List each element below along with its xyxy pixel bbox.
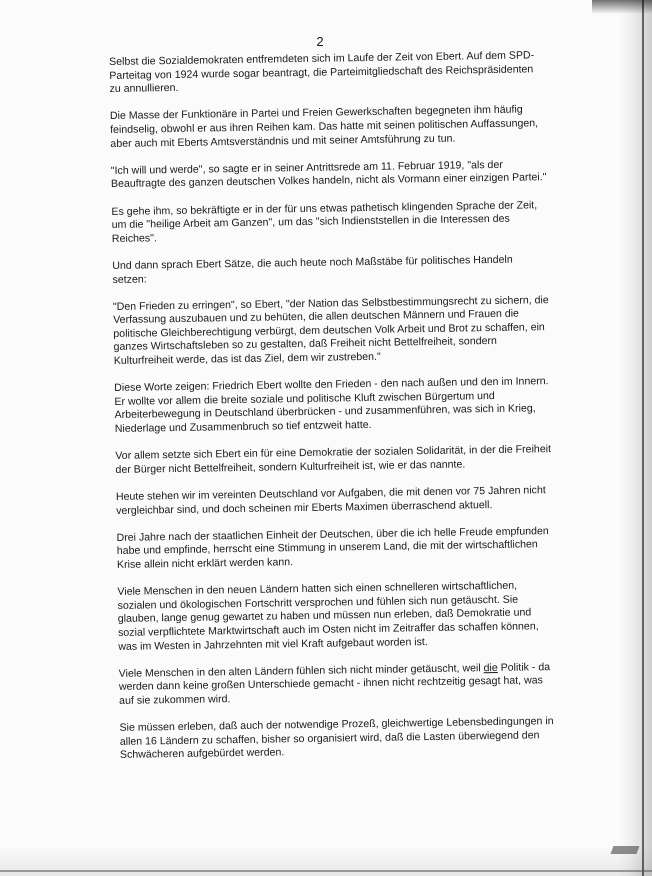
scan-edge-line <box>642 0 644 876</box>
paragraph-last: Sie müssen erleben, daß auch der notwendige Prozeß, gleichwertige Lebensbedingungen in allen 16 Ländern zu schaffen, bisher so organisiert wird, daß die Lasten überwiegend den Schwächeren aufgebürdet werden. <box>119 715 554 762</box>
scan-bottom-corner-mark <box>611 846 640 854</box>
document-body <box>109 49 556 776</box>
paragraph: "Ich will und werde", so sagte er in seiner Antrittsrede am 11. Februar 1919, "als der Beauftragte des ganzen deutschen Volkes handeln, nicht als Vormann einer einzigen Partei." <box>110 158 547 191</box>
scan-bottom-line <box>0 870 652 872</box>
paragraph: Die Masse der Funktionäre in Partei und Freien Gewerkschaften begegneten ihm häufig feindselig, obwohl er aus ihren Reihen kam. Das hatte mit seinen politischen Auffassungen, aber auch mit Eberts Amtsverständnis und mit seiner Amtsführung zu tun. <box>109 103 539 150</box>
paragraph: Es gehe ihm, so bekräftigte er in der für uns etwas pathetisch klingenden Sprache der Zeit, um die "heilige Arbeit am Ganzen", um das "sich Indienststellen in die Interessen des Reiches". <box>111 198 538 245</box>
paragraph: Und dann sprach Ebert Sätze, die auch heute noch Maßstäbe für politisches Handeln setzen: <box>112 253 513 286</box>
paragraph: Vor allem setzte sich Ebert ein für eine Demokratie der sozialen Solidarität, in der die Freiheit der Bürger nicht Bettelfreiheit, sondern Kulturfreiheit ist, wie er das nannte. <box>115 443 552 476</box>
paragraph: "Den Frieden zu erringen", so Ebert, "der Nation das Selbstbestimmungsrecht zu sichern, die Verfassung auszubauen und zu behüten, die allen deutschen Männern und Frauen die politische Gleichberechtigung verbürgt, dem deutschen Volk Arbeit und Brot zu schaffen, ein ganzes Wirtschaftsleben so zu gestalten, daß Freiheit nicht Bettelfreiheit, sondern Kulturfreiheit werde, das ist das Ziel, dem wir zustreben." <box>112 293 549 368</box>
paragraph-text: Politik - da werden dann keine großen Unterschiede gemacht - ihnen nicht rechtzeitig gesagt hat, was auf sie zukommen wird. <box>118 660 551 707</box>
paragraph: Diese Worte zeigen: Friedrich Ebert wollte den Frieden - den nach außen und den im Innern. Er wollte vor allem die breite soziale und politische Kluft zwischen Bürgertum und Arbeiterbewegung in Deutschland überbrücken - und zusammenführen, was sich in Krieg, Niederlage und Zusammenbruch so tief entzweit hatte. <box>114 375 549 435</box>
paragraph: Viele Menschen in den neuen Ländern hatten sich einen schnelleren wirtschaftlichen, sozialen und ökologischen Fortschritt versprochen und fühlen sich nun getäuscht. Sie glauben, lange genug gewartet zu haben und müssen nun erleben, daß Demokratie und sozial verpflichtete Marktwirtschaft auch im Osten nicht im Zeitraffer das schaffen können, was im Westen in Jahrzehnten mit viel Kraft aufgebaut worden ist. <box>117 579 539 653</box>
paragraph: Drei Jahre nach der staatlichen Einheit der Deutschen, über die ich helle Freude empfunden habe und empfinde, herrscht eine Stimmung in unserem Land, die mit der wirtschaftlichen Krise allein nicht erklärt werden kann. <box>116 524 549 571</box>
page-number: 2 <box>316 34 324 49</box>
paragraph-text: Viele Menschen in den alten Ländern fühlen sich nicht minder getäuscht, weil <box>118 661 484 680</box>
paragraph: Heute stehen wir im vereinten Deutschland vor Aufgaben, die mit denen vor 75 Jahren nicht vergleichbar sind, und doch scheinen mir Eberts Maximen überraschend aktuell. <box>115 484 546 517</box>
underlined-word: die <box>483 661 498 674</box>
paragraph: Selbst die Sozialdemokraten entfremdeten sich im Laufe der Zeit von Ebert. Auf dem SPD-Parteitag von 1924 wurde sogar beantragt, die Parteimitgliedschaft des Reichspräsidenten zu annullieren. <box>109 49 535 96</box>
paragraph-politik <box>119 661 556 709</box>
scan-corner-mark <box>592 0 652 14</box>
scan-edge-shadow <box>618 0 652 876</box>
